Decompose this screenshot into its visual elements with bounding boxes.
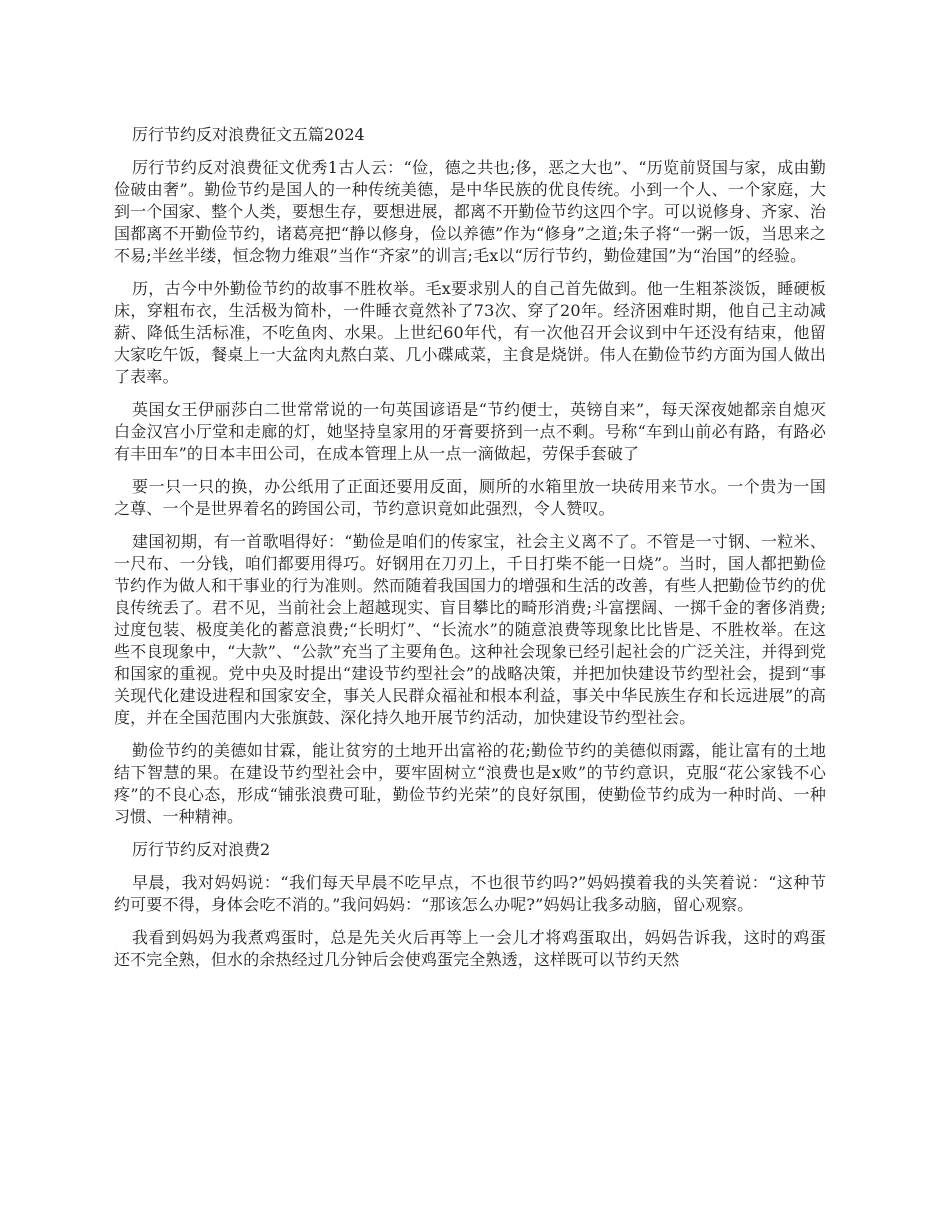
paragraph-3: 英国女王伊丽莎白二世常常说的一句英国谚语是“节约便士，英镑自来”，每天深夜她都亲自熄灭白金汉宫小厅堂和走廊的灯，她坚持皇家用的牙膏要挤到一点不剩。号称“车到山前必有路，有路必有丰田车”的日本丰田公司，在成本管理上从一点一滴做起，劳保手套破了 bbox=[114, 400, 826, 463]
document-title: 厉行节约反对浪费征文五篇2024 bbox=[132, 125, 365, 144]
section-2-paragraph-2: 我看到妈妈为我煮鸡蛋时，总是先关火后再等上一会儿才将鸡蛋取出，妈妈告诉我，这时的鸡蛋还不完全熟，但水的余热经过几分钟后会使鸡蛋完全熟透，这样既可以节约天然 bbox=[114, 928, 826, 969]
section-2-title: 厉行节约反对浪费2 bbox=[132, 840, 271, 859]
section-2-paragraph-1: 早晨，我对妈妈说：“我们每天早晨不吃早点，不也很节约吗?”妈妈摸着我的头笑着说：“这种节约可要不得，身体会吃不消的。”我问妈妈：“那该怎么办呢?”妈妈让我多动脑，留心观察。 bbox=[114, 873, 826, 914]
paragraph-6: 勤俭节约的美德如甘霖，能让贫穷的土地开出富裕的花;勤俭节约的美德似雨露，能让富有的土地结下智慧的果。在建设节约型社会中，要牢固树立“浪费也是x败”的节约意识，克服“花公家钱不心疼”的不良心态，形成“铺张浪费可耻，勤俭节约光荣”的良好氛围，使勤俭节约成为一种时尚、一种习惯、一种精神。 bbox=[114, 741, 826, 826]
paragraph-4: 要一只一只的换，办公纸用了正面还要用反面，厕所的水箱里放一块砖用来节水。一个贵为一国之尊、一个是世界着名的跨国公司，节约意识竟如此强烈，令人赞叹。 bbox=[114, 477, 826, 518]
paragraph-1: 厉行节约反对浪费征文优秀1古人云：“俭，德之共也;侈，恶之大也”、“历览前贤国与家，成由勤俭破由奢”。勤俭节约是国人的一种传统美德，是中华民族的优良传统。小到一个人、一个家庭，大到一个国家、整个人类，要想生存，要想进展，都离不开勤俭节约这四个字。可以说修身、齐家、治国都离不开勤俭节约，诸葛亮把“静以修身，俭以养德”作为“修身”之道;朱子将“一粥一饭，当思来之不易;半丝半缕，恒念物力维艰”当作“齐家”的训言;毛x以“厉行节约，勤俭建国”为“治国”的经验。 bbox=[114, 158, 826, 265]
paragraph-2: 历，古今中外勤俭节约的故事不胜枚举。毛x要求别人的自己首先做到。他一生粗茶淡饭，睡硬板床，穿粗布衣，生活极为简朴，一件睡衣竟然补了73次、穿了20年。经济困难时期，他自己主动减薪、降低生活标准，不吃鱼肉、水果。上世纪60年代，有一次他召开会议到中午还没有结束，他留大家吃午饭，餐桌上一大盆肉丸熬白菜、几小碟咸菜，主食是烧饼。伟人在勤俭节约方面为国人做出了表率。 bbox=[114, 279, 826, 386]
paragraph-5: 建国初期，有一首歌唱得好：“勤俭是咱们的传家宝，社会主义离不了。不管是一寸钢、一粒米、一尺布、一分钱，咱们都要用得巧。好钢用在刀刃上，千日打柴不能一日烧”。当时，国人都把勤俭节约作为做人和干事业的行为准则。然而随着我国国力的增强和生活的改善，有些人把勤俭节约的优良传统丢了。君不见，当前社会上超越现实、盲目攀比的畸形消费;斗富摆阔、一掷千金的奢侈消费;过度包装、极度美化的蓄意浪费;“长明灯”、“长流水”的随意浪费等现象比比皆是、不胜枚举。在这些不良现象中，“大款”、“公款”充当了主要角色。这种社会现象已经引起社会的广泛关注，并得到党和国家的重视。党中央及时提出“建设节约型社会”的战略决策，并把加快建设节约型社会，提到“事关现代化建设进程和国家安全，事关人民群众福祉和根本利益，事关中华民族生存和长远进展”的高度，并在全国范围内大张旗鼓、深化持久地开展节约活动，加快建设节约型社会。 bbox=[114, 532, 826, 727]
document-page bbox=[114, 124, 826, 982]
